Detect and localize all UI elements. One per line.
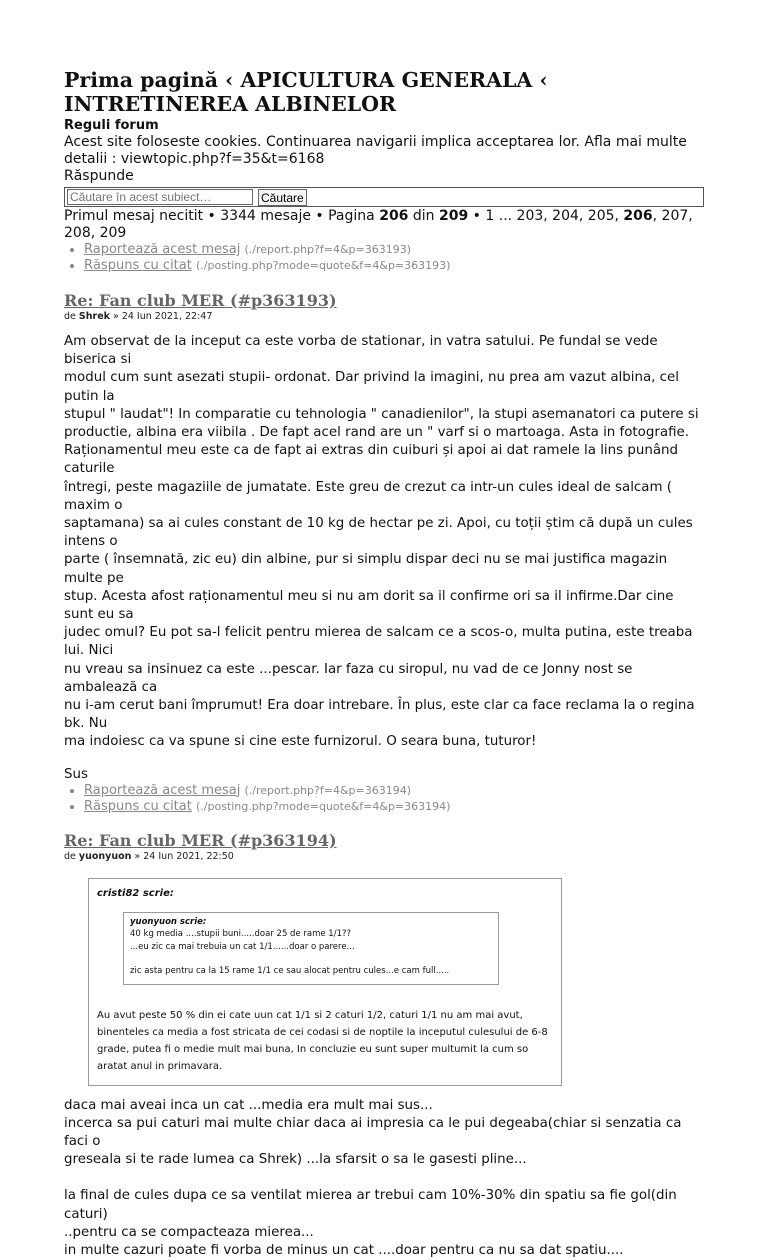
post	[64, 831, 704, 1260]
post-line: nu vreau sa insinuez ca este ...pescar. Iar faza cu siropul, nu vad de ce Jonny nost se ambalează ca	[64, 661, 633, 695]
page-title: Prima pagină ‹ APICULTURA GENERALA ‹ INTRETINEREA ALBINELOR	[64, 68, 548, 116]
quote-line: ...eu zic ca mai trebuia un cat 1/1......doar o parere...	[130, 941, 355, 952]
post-line: saptamana) sa ai cules constant de 10 kg de hectar pe zi. Apoi, cu toții știm că după un cules intens o	[64, 516, 693, 550]
nested-quote-author: yuonyuon scrie:	[130, 916, 207, 927]
post-line: ..pentru ca se compacteaza mierea...	[64, 1224, 314, 1240]
current-page: 206	[379, 208, 409, 224]
cookie-notice: Acest site foloseste cookies. Continuarea navigarii implica acceptarea lor. Afla mai multe detalii : viewtopic.php?f=35&t=6168	[64, 134, 687, 167]
report-link[interactable]: Raportează acest mesaj	[84, 782, 241, 798]
post-line: modul cum sunt asezati stupii- ordonat. Dar privind la imagini, nu prea am vazut albina, cel putin la	[64, 370, 680, 404]
post-content	[64, 333, 704, 752]
spacer	[64, 1169, 704, 1187]
post-line: incerca sa pui caturi mai multe chiar daca ai impresia ca le pui degeaba(chiar si senzatia ca faci o	[64, 1115, 682, 1150]
post-line: productie, albina era viibila . De fapt acel rand are un " varf si o martoaga. Asta in fotografie.	[64, 425, 690, 441]
post-line: nu i-am cerut bani împrumut! Era doar intrebare. În plus, este clar ca face reclama la o regina bk. Nu	[64, 698, 695, 732]
post-date: » 24 Iun 2021, 22:47	[109, 311, 213, 322]
post-line: la final de cules dupa ce sa ventilat mierea ar trebui cam 10%-30% din spatiu sa fie gol(din caturi)	[64, 1188, 677, 1222]
list-item	[84, 783, 704, 799]
pagination-middle: din	[408, 208, 439, 224]
list-item	[84, 799, 704, 815]
post-actions	[64, 783, 704, 815]
quote-reply-url: (./posting.php?mode=quote&f=4&p=363193)	[196, 259, 451, 272]
post-line: in multe cazuri poate fi vorba de minus un cat ....doar pentru ca nu sa dat spatiu....	[64, 1243, 624, 1259]
quote-line: 40 kg media ....stupii buni.....doar 25 de rame 1/1??	[130, 928, 351, 939]
post-line: greseala si te rade lumea ca Shrek) ...la sfarsit o sa le gasesti pline...	[64, 1152, 527, 1168]
post-line: stupul " laudat"! In comparatie cu tehnologia " canadienilor", la stupi asemanatori ca putere si	[64, 406, 699, 422]
search-bar	[64, 187, 704, 207]
post-line: judec omul? Eu pot sa-l felicit pentru mierea de salcam ce a scos-o, multa putina, este treaba lui. Nici	[64, 625, 693, 659]
page-links-before[interactable]: • 1 ... 203, 204, 205,	[468, 208, 624, 224]
quote-author: cristi82 scrie:	[97, 887, 174, 899]
post-author[interactable]: yuonyuon	[78, 850, 132, 862]
post-byline	[64, 851, 704, 863]
list-item	[84, 258, 704, 274]
post-line: Raționamentul meu este ca de fapt ai extras din cuiburi și apoi ai dat ramele la lins punând caturile	[64, 443, 679, 477]
quote-reply-link[interactable]: Răspuns cu citat	[84, 798, 192, 814]
post-line: Am observat de la inceput ca este vorba de stationar, in vatra satului. Pe fundal se vede biserica si	[64, 334, 658, 368]
post-line: parte ( însemnată, zic eu) din albine, pur si simplu dispar deci nu se mai justifica magazin multe pe	[64, 552, 668, 586]
quote-reply-url: (./posting.php?mode=quote&f=4&p=363194)	[196, 799, 451, 813]
byline-prefix: de	[64, 311, 79, 322]
quote-line: grade, putea fi o medie mult mai buna, In concluzie eu sunt super multumit la cum so	[97, 1043, 529, 1055]
back-to-top-link[interactable]: Sus	[64, 766, 88, 782]
pagination	[64, 208, 704, 242]
byline-prefix: de	[64, 850, 79, 862]
quote-line: binenteles ca media a fost stricata de cei codasi si de noptile la inceputul culesului de 6-8	[97, 1026, 548, 1038]
quote-line: aratat anul in primavara.	[97, 1060, 223, 1072]
quote-reply-link[interactable]: Răspuns cu citat	[84, 258, 192, 273]
total-pages: 209	[439, 208, 469, 224]
page-links-after[interactable]: , 207, 208, 209	[64, 208, 693, 241]
search-input[interactable]	[67, 189, 253, 205]
report-link[interactable]: Raportează acest mesaj	[84, 242, 241, 257]
post-title[interactable]: Re: Fan club MER (#p363193)	[64, 291, 337, 310]
post-title[interactable]: Re: Fan club MER (#p363194)	[64, 830, 337, 850]
list-item	[84, 242, 704, 258]
quote-line: Au avut peste 50 % din ei cate uun cat 1/1 si 2 caturi 1/2, caturi 1/1 nu am mai avut,	[97, 1009, 523, 1021]
post-line: întregi, peste magaziile de jumatate. Este greu de crezut ca intr-un cules ideal de salcam ( maxim o	[64, 479, 673, 513]
reply-link[interactable]: Răspunde	[64, 168, 134, 184]
nested-quote-block	[123, 912, 499, 985]
top-actions	[64, 242, 704, 274]
post-line: ma indoiesc ca va spune si cine este furnizorul. O seara buna, tuturor!	[64, 734, 537, 750]
post-line: daca mai aveai inca un cat ...media era mult mai sus...	[64, 1097, 433, 1113]
post-byline	[64, 311, 704, 323]
rules-link[interactable]: Reguli forum	[64, 118, 159, 133]
quote-body	[97, 1007, 553, 1075]
post	[64, 291, 704, 815]
post-line: stup. Acesta afost raționamentul meu si nu am dorit sa il confirme ori sa il infirme.Dar cine sunt eu sa	[64, 588, 674, 623]
quote-block	[88, 878, 562, 1086]
post-content	[64, 1097, 704, 1260]
report-url: (./report.php?f=4&p=363194)	[244, 783, 412, 797]
pagination-prefix: Primul mesaj necitit • 3344 mesaje • Pagina	[64, 208, 380, 224]
report-url: (./report.php?f=4&p=363193)	[244, 243, 412, 256]
post-author[interactable]: Shrek	[78, 311, 110, 322]
current-page-link: 206	[623, 208, 653, 224]
quote-line: zic asta pentru ca la 15 rame 1/1 ce sau alocat pentru cules...e cam full.....	[130, 965, 450, 976]
search-button[interactable]: Căutare	[258, 189, 307, 206]
post-date: » 24 Iun 2021, 22:50	[131, 850, 234, 862]
